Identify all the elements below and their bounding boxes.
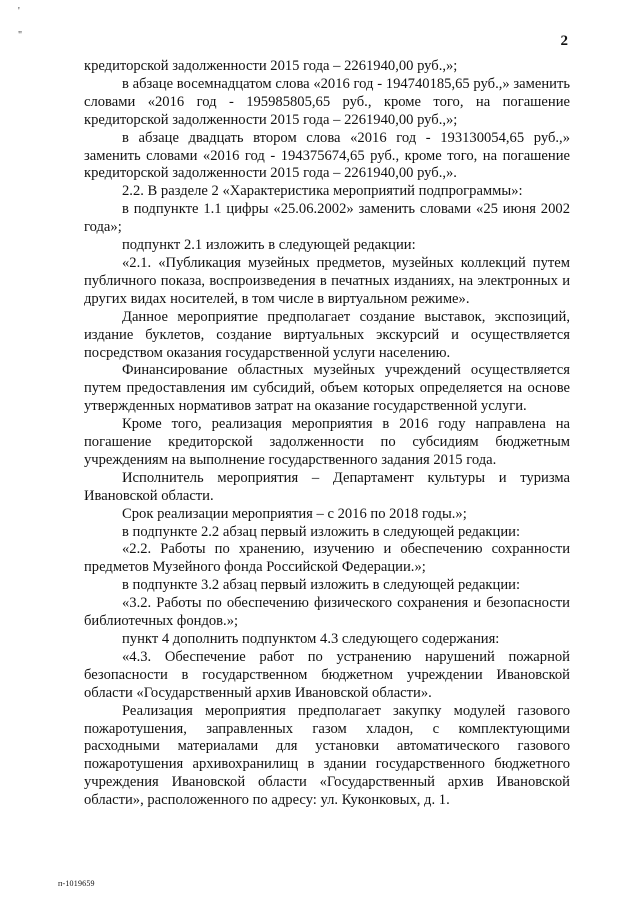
paragraph: «4.3. Обеспечение работ по устранению нарушений пожарной безопасности в государственном бюджетном учреждении Ивановской области «Государственный архив Ивановской области».: [84, 648, 570, 701]
paragraph: в подпункте 2.2 абзац первый изложить в следующей редакции:: [122, 523, 521, 540]
paragraph: в подпункте 3.2 абзац первый изложить в следующей редакции:: [122, 577, 521, 594]
paragraph: «2.2. Работы по хранению, изучению и обеспечению сохранности предметов Музейного фонда Российской Федерации.»;: [84, 541, 570, 576]
scan-mark: ': [18, 6, 20, 17]
paragraph: кредиторской задолженности 2015 года – 2261940,00 руб.,»;: [84, 58, 458, 74]
paragraph: в подпункте 1.1 цифры «25.06.2002» заменить словами «25 июня 2002 года»;: [84, 201, 570, 236]
paragraph: в абзаце восемнадцатом слова «2016 год - 194740185,65 руб.,» заменить словами «2016 год - 195985805,65 руб., кроме того, на погашение кредиторской задолженности 2015 года – 2261940,00 руб.,»;: [84, 75, 570, 128]
paragraph: «2.1. «Публикация музейных предметов, музейных коллекций путем публичного показа, воспроизведения в печатных изданиях, на электронных и других видах носителей, в том числе в виртуальном режиме».: [84, 254, 570, 307]
paragraph: подпункт 2.1 изложить в следующей редакции:: [122, 237, 416, 254]
scan-mark: ": [18, 30, 23, 41]
paragraph: Данное мероприятие предполагает создание выставок, экспозиций, издание буклетов, создание виртуальных экскурсий и осуществляется посредством оказания государственной услуги населению.: [84, 308, 570, 361]
paragraph: пункт 4 дополнить подпунктом 4.3 следующего содержания:: [122, 631, 500, 647]
paragraph: Финансирование областных музейных учреждений осуществляется путем предоставления им субсидий, объем которых определяется на основе утвержденных нормативов затрат на оказание государственной услуги.: [84, 362, 570, 415]
document-code: п-1019659: [58, 879, 95, 888]
document-body: [84, 58, 570, 810]
paragraph: Срок реализации мероприятия – с 2016 по 2018 годы.»;: [122, 505, 467, 522]
paragraph: «3.2. Работы по обеспечению физического сохранения и безопасности библиотечных фондов.»;: [84, 595, 570, 630]
paragraph: Кроме того, реализация мероприятия в 2016 году направлена на погашение кредиторской задолженности по субсидиям бюджетным учреждениям на выполнение государственного задания 2015 года.: [84, 416, 570, 468]
paragraph: в абзаце двадцать втором слова «2016 год - 193130054,65 руб.,» заменить словами «2016 год - 194375674,65 руб., кроме того, на погашение кредиторской задолженности 2015 года – 2261940,00 руб.,».: [84, 129, 570, 182]
page-number: 2: [560, 33, 568, 49]
paragraph: Исполнитель мероприятия – Департамент культуры и туризма Ивановской области.: [84, 469, 570, 504]
paragraph: 2.2. В разделе 2 «Характеристика мероприятий подпрограммы»:: [122, 183, 523, 200]
paragraph: Реализация мероприятия предполагает закупку модулей газового пожаротушения, заправленных газом хладон, с комплектующими расходными материалами для установки автоматического газового пожаротушения архивохранилищ в здании государственного бюджетного учреждения Ивановской области «Государственный архив Ивановской области», расположенного по адресу: ул. Куконковых, д. 1.: [84, 702, 570, 809]
